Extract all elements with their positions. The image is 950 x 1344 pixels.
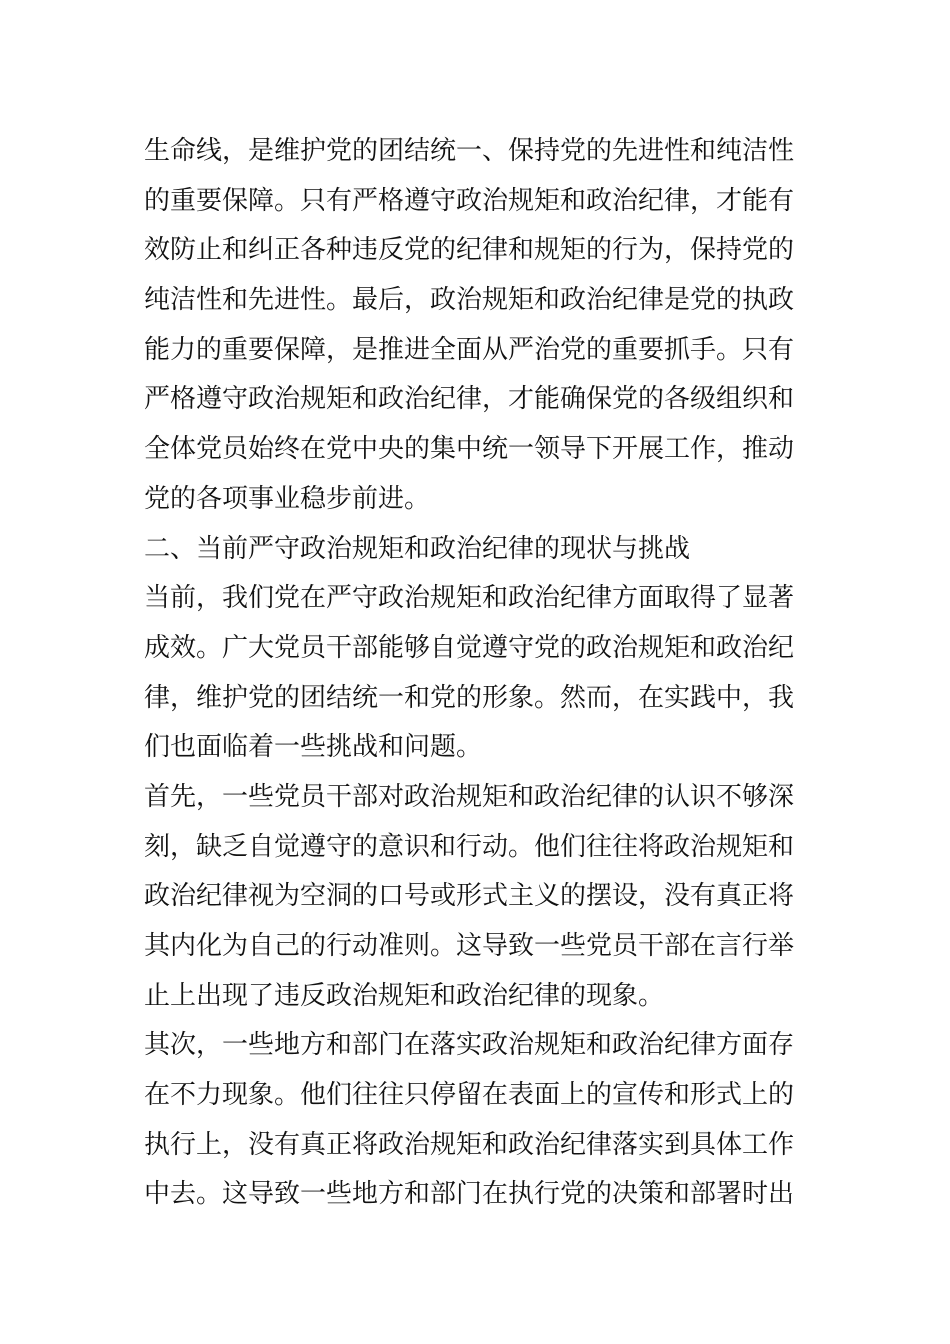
text-line: 律，维护党的团结统一和党的形象。然而，在实践中，我 bbox=[144, 682, 795, 713]
text-line: 严格遵守政治规矩和政治纪律，才能确保党的各级组织和 bbox=[144, 384, 795, 415]
text-line: 其内化为自己的行动准则。这导致一些党员干部在言行举 bbox=[144, 931, 795, 961]
text-line: 其次，一些地方和部门在落实政治规矩和政治纪律方面存 bbox=[144, 1030, 795, 1061]
text-line: 们也面临着一些挑战和问题。 bbox=[144, 732, 483, 763]
section-heading: 二、当前严守政治规矩和政治纪律的现状与挑战 bbox=[144, 533, 691, 564]
text-line: 执行上，没有真正将政治规矩和政治纪律落实到具体工作 bbox=[144, 1129, 795, 1160]
text-line: 政治纪律视为空洞的口号或形式主义的摆设，没有真正将 bbox=[144, 881, 795, 912]
text-line: 生命线，是维护党的团结统一、保持党的先进性和纯洁性 bbox=[144, 136, 795, 166]
body-text bbox=[144, 127, 808, 1220]
text-line: 的重要保障。只有严格遵守政治规矩和政治纪律，才能有 bbox=[144, 185, 795, 216]
text-line: 在不力现象。他们往往只停留在表面上的宣传和形式上的 bbox=[144, 1080, 795, 1111]
text-line: 当前，我们党在严守政治规矩和政治纪律方面取得了显著 bbox=[144, 583, 795, 614]
text-line: 效防止和纠正各种违反党的纪律和规矩的行为，保持党的 bbox=[144, 235, 795, 266]
text-line: 止上出现了违反政治规矩和政治纪律的现象。 bbox=[144, 980, 665, 1011]
text-line: 能力的重要保障，是推进全面从严治党的重要抓手。只有 bbox=[144, 334, 795, 365]
text-line: 刻，缺乏自觉遵守的意识和行动。他们往往将政治规矩和 bbox=[144, 831, 795, 862]
text-line: 首先，一些党员干部对政治规矩和政治纪律的认识不够深 bbox=[144, 781, 795, 812]
text-line: 成效。广大党员干部能够自觉遵守党的政治规矩和政治纪 bbox=[144, 632, 795, 663]
text-line: 中去。这导致一些地方和部门在执行党的决策和部署时出 bbox=[144, 1179, 795, 1210]
text-line: 纯洁性和先进性。最后，政治规矩和政治纪律是党的执政 bbox=[144, 285, 795, 316]
text-line: 全体党员始终在党中央的集中统一领导下开展工作，推动 bbox=[144, 434, 795, 465]
text-line: 党的各项事业稳步前进。 bbox=[144, 483, 431, 514]
